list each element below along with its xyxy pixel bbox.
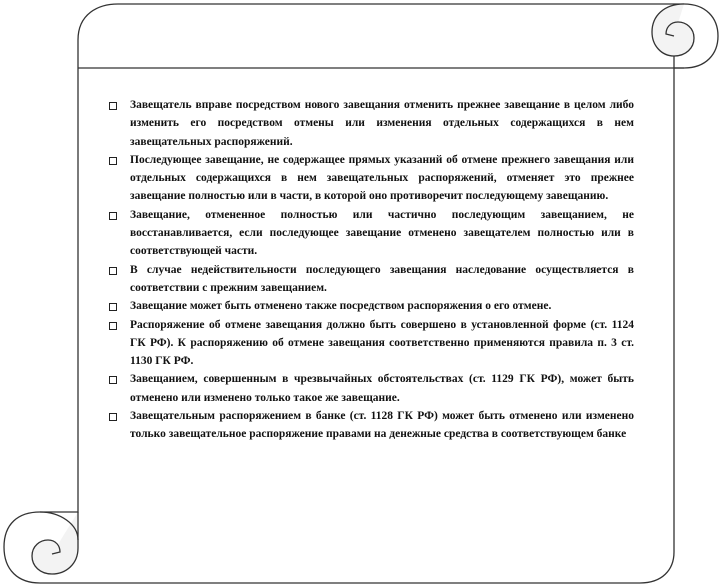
list-item — [106, 206, 634, 261]
list-item — [106, 261, 634, 298]
list-item-text: Распоряжение об отмене завещания должно быть совершено в установленной форме (ст. 1124 ГК РФ). К распоряжению об отмене завещания соответственно применяются правила п. 3 ст. 1130 ГК РФ. — [130, 318, 634, 368]
list-item-text: Завещание, отмененное полностью или частично последующим завещанием, не восстанавливается, если последующее завещание отменено завещателем полностью или в соответствующей части. — [130, 208, 634, 258]
list-item — [106, 370, 634, 407]
square-bullet-icon — [109, 303, 117, 311]
square-bullet-icon — [109, 413, 117, 421]
list-item-text: Завещатель вправе посредством нового завещания отменить прежнее завещание в целом либо изменить его посредством отмены или изменения отдельных содержащихся в нем завещательных распоряжений. — [130, 99, 634, 148]
square-bullet-icon — [109, 212, 117, 220]
list-item — [106, 407, 634, 444]
list-item-text: Завещанием, совершенным в чрезвычайных обстоятельствах (ст. 1129 ГК РФ), может быть отменено или изменено только такое же завещание. — [130, 373, 634, 404]
square-bullet-icon — [109, 322, 117, 330]
list-item-text: В случае недействительности последующего завещания наследование осуществляется в соответствии с прежним завещанием. — [130, 263, 634, 294]
list-item-text: Последующее завещание, не содержащее прямых указаний об отмене прежнего завещания или отдельных содержащихся в нем завещательных распоряжений, отменяет это прежнее завещание полностью или в части, в которой оно противоречит последующему завещанию. — [130, 153, 634, 203]
list-item — [106, 297, 634, 315]
square-bullet-icon — [109, 157, 117, 165]
square-bullet-icon — [109, 102, 117, 110]
bullet-list — [106, 96, 634, 444]
list-item-text: Завещательным распоряжением в банке (ст. 1128 ГК РФ) может быть отменено или изменено только завещательное распоряжение правами на денежные средства в соответствующем банке — [130, 410, 634, 441]
square-bullet-icon — [109, 376, 117, 384]
scroll-content — [106, 96, 634, 444]
list-item — [106, 96, 634, 151]
list-item-text: Завещание может быть отменено также посредством распоряжения о его отмене. — [130, 300, 552, 313]
square-bullet-icon — [109, 267, 117, 275]
list-item — [106, 316, 634, 371]
list-item — [106, 151, 634, 206]
